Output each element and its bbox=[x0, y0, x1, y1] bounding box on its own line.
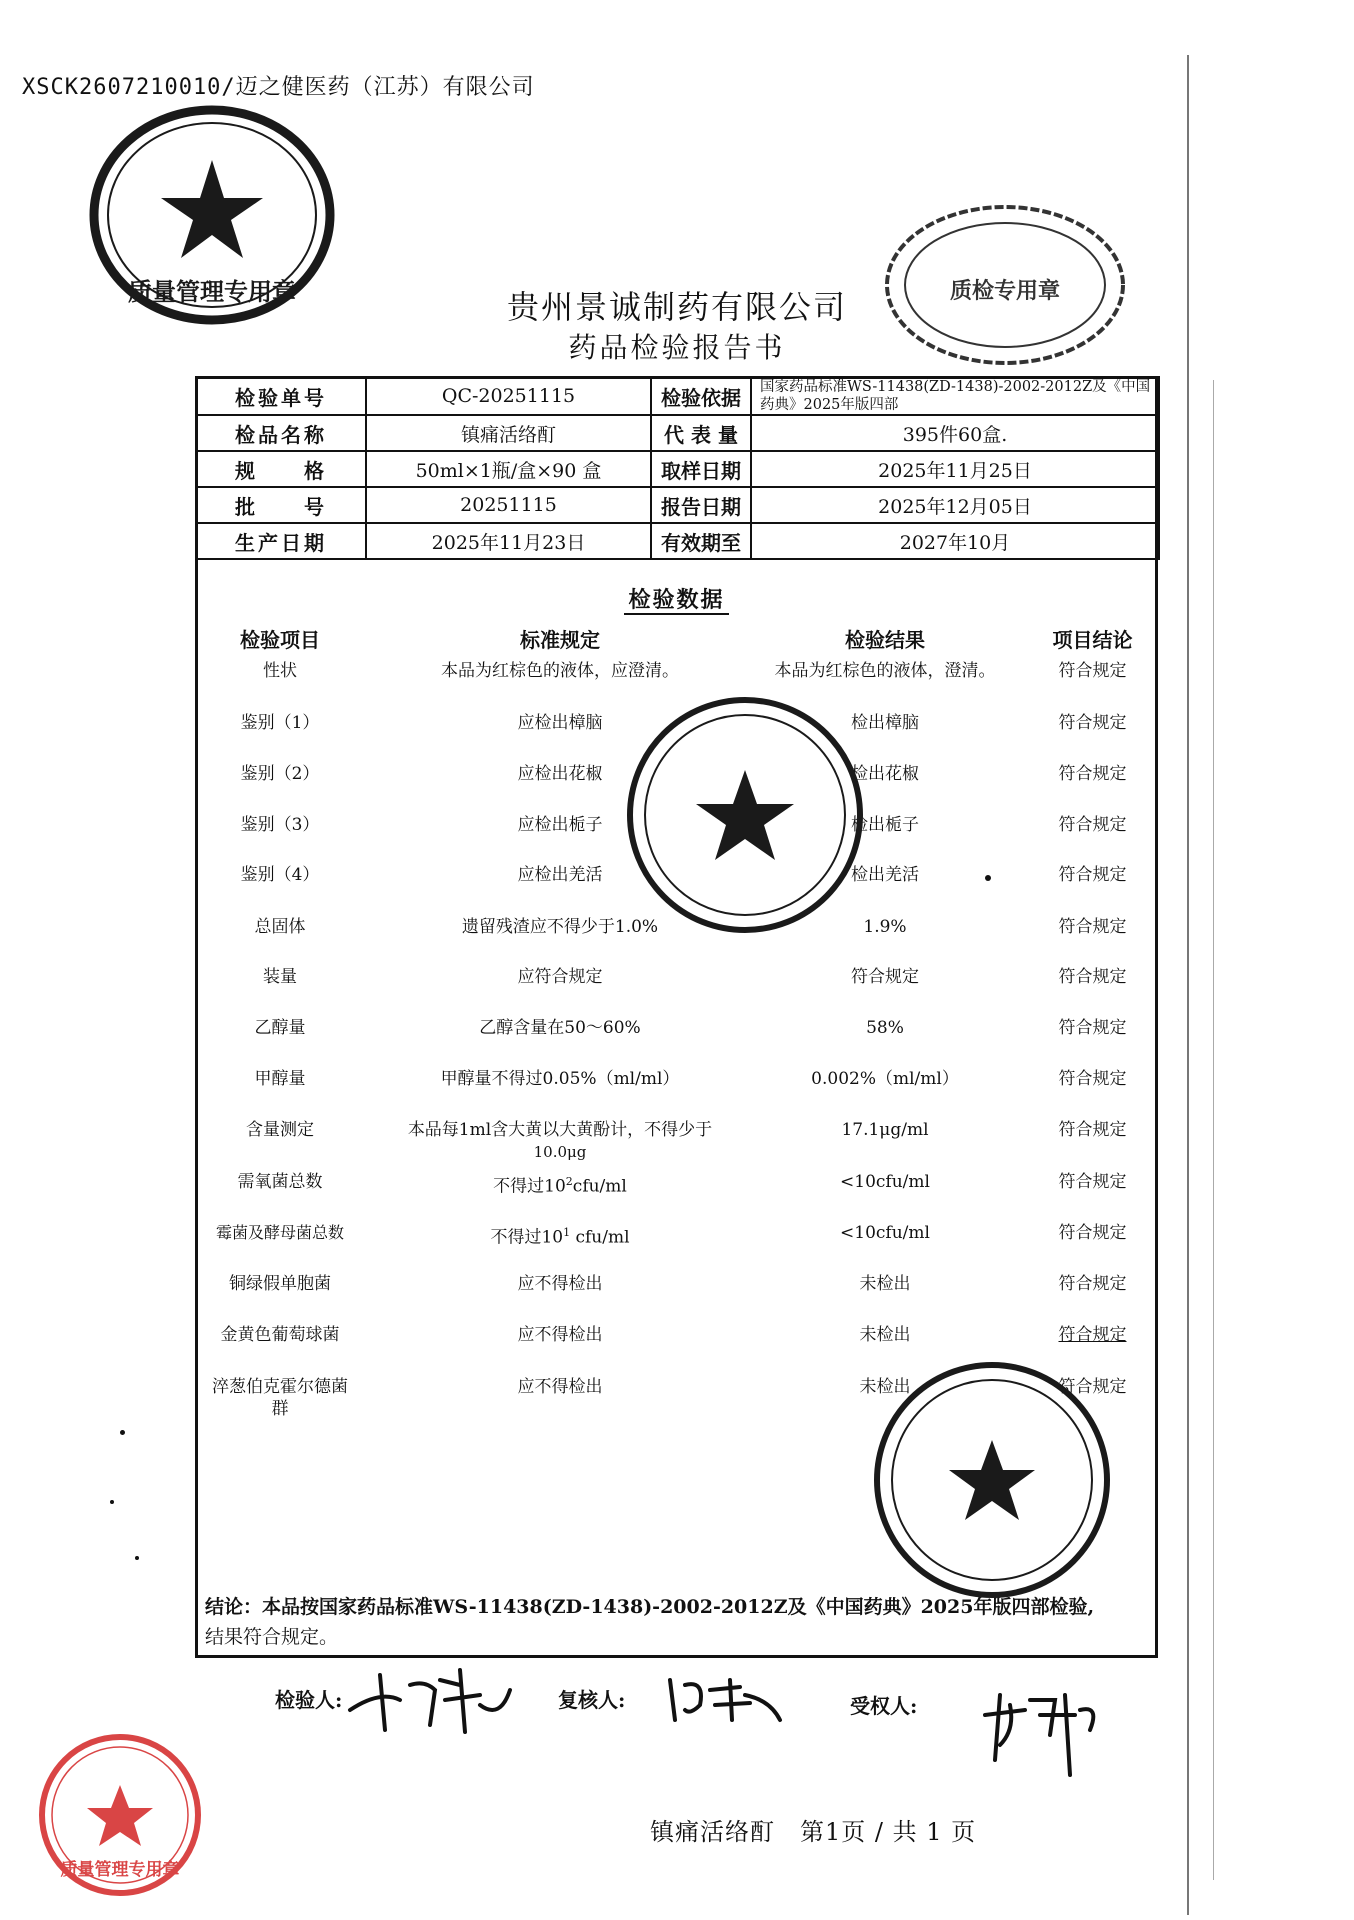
row-conclusion: 符合规定 bbox=[1058, 1069, 1127, 1089]
section-title bbox=[195, 583, 1158, 614]
report-title: 药品检验报告书 bbox=[568, 331, 786, 364]
row-standard-text: 不得过10 bbox=[490, 1227, 564, 1248]
company-name: 贵州景诚制药有限公司 bbox=[506, 288, 847, 326]
distributor-seal-stamp bbox=[620, 690, 870, 940]
svg-text:质量管理专用章: 质量管理专用章 bbox=[60, 1860, 180, 1880]
row-standard: 应检出羌活 bbox=[517, 865, 603, 885]
header-row bbox=[196, 523, 1159, 559]
header-label: 报告日期 bbox=[651, 487, 751, 523]
row-result: 0.002%（ml/ml） bbox=[811, 1069, 959, 1089]
row-item: 金黄色葡萄球菌 bbox=[220, 1325, 340, 1345]
header-row bbox=[196, 451, 1159, 487]
reviewer-signature bbox=[660, 1665, 790, 1735]
header-label: 检验单号 bbox=[196, 377, 366, 415]
header-label: 检品名称 bbox=[196, 415, 366, 451]
row-standard: 应检出栀子 bbox=[517, 815, 603, 835]
column-header-conclusion: 项目结论 bbox=[1052, 628, 1133, 652]
row-conclusion: 符合规定 bbox=[1058, 1223, 1127, 1243]
header-value: 395件60盒. bbox=[751, 415, 1159, 451]
row-item: 铜绿假单胞菌 bbox=[229, 1274, 331, 1294]
column-header-result: 检验结果 bbox=[845, 628, 925, 652]
header-label: 取样日期 bbox=[651, 451, 751, 487]
row-conclusion: 符合规定 bbox=[1058, 1120, 1127, 1140]
reviewer-label: 复核人: bbox=[558, 1688, 626, 1712]
scan-speck bbox=[135, 1556, 139, 1560]
row-result: 符合规定 bbox=[851, 967, 919, 987]
row-standard bbox=[370, 1119, 750, 1163]
header-value: 2027年10月 bbox=[751, 523, 1159, 559]
row-result: 检出樟脑 bbox=[851, 713, 919, 733]
conclusion-line: 结论：本品按国家药品标准WS-11438(ZD-1438)-2002-2012Z及《中国药典》2025年版四部检验, bbox=[205, 1596, 1095, 1618]
authorized-label: 受权人: bbox=[850, 1694, 918, 1718]
header-value: 20251115 bbox=[366, 487, 651, 523]
row-item: 总固体 bbox=[254, 917, 306, 937]
column-header-standard: 标准规定 bbox=[520, 628, 600, 652]
document-id: XSCK2607210010/迈之健医药（江苏）有限公司 bbox=[22, 75, 535, 100]
row-item bbox=[200, 1376, 360, 1420]
row-conclusion: 符合规定 bbox=[1058, 1325, 1127, 1345]
section-title-text: 检验数据 bbox=[624, 587, 728, 615]
red-quality-seal-stamp bbox=[35, 1730, 205, 1900]
row-item: 鉴别（1） bbox=[240, 713, 320, 733]
row-conclusion: 符合规定 bbox=[1058, 917, 1127, 937]
header-label: 有效期至 bbox=[651, 523, 751, 559]
row-standard: 应检出花椒 bbox=[517, 764, 603, 784]
row-standard-unit: cfu/ml bbox=[572, 1176, 627, 1197]
header-label: 规 格 bbox=[196, 451, 366, 487]
row-result: 本品为红棕色的液体，澄清。 bbox=[774, 661, 996, 681]
row-standard: 本品为红棕色的液体，应澄清。 bbox=[441, 661, 679, 681]
footer-product: 镇痛活络酊 bbox=[650, 1818, 775, 1846]
row-standard: 甲醇量不得过0.05%（ml/ml） bbox=[440, 1069, 680, 1089]
row-conclusion: 符合规定 bbox=[1058, 764, 1127, 784]
header-value: 镇痛活络酊 bbox=[366, 415, 651, 451]
row-item: 甲醇量 bbox=[254, 1069, 306, 1089]
header-row bbox=[196, 487, 1159, 523]
row-standard: 遗留残渣应不得少于1.0% bbox=[461, 917, 659, 937]
header-label: 批 号 bbox=[196, 487, 366, 523]
row-standard: 应不得检出 bbox=[517, 1377, 603, 1397]
row-result: <10cfu/ml bbox=[840, 1172, 930, 1192]
wholesaler-seal-stamp bbox=[865, 1355, 1120, 1605]
scan-speck bbox=[985, 875, 991, 881]
row-standard: 应不得检出 bbox=[517, 1325, 603, 1345]
row-conclusion: 符合规定 bbox=[1058, 967, 1127, 987]
row-item: 鉴别（4） bbox=[240, 865, 320, 885]
header-label: 代 表 量 bbox=[651, 415, 751, 451]
column-header-item: 检验项目 bbox=[240, 628, 320, 652]
row-result: 未检出 bbox=[859, 1274, 911, 1294]
header-value: 2025年11月23日 bbox=[366, 523, 651, 559]
scan-edge-line bbox=[1213, 380, 1214, 1880]
header-value: 2025年12月05日 bbox=[751, 487, 1159, 523]
header-row bbox=[196, 377, 1159, 415]
row-standard-text: 不得过10 bbox=[493, 1176, 566, 1197]
row-result: 58% bbox=[866, 1018, 904, 1038]
row-result: 未检出 bbox=[859, 1377, 911, 1397]
header-value: QC-20251115 bbox=[366, 377, 651, 415]
row-conclusion: 符合规定 bbox=[1058, 1018, 1127, 1038]
header-value: 50ml×1瓶/盒×90 盒 bbox=[366, 451, 651, 487]
row-standard-line: 10.0μg bbox=[533, 1143, 587, 1161]
row-conclusion: 符合规定 bbox=[1058, 1274, 1127, 1294]
row-item: 性状 bbox=[263, 661, 297, 681]
header-value-basis: 国家药品标准WS-11438(ZD-1438)-2002-2012Z及《中国药典》2025年版四部 bbox=[751, 377, 1159, 415]
header-label: 生产日期 bbox=[196, 523, 366, 559]
svg-text:质量管理专用章: 质量管理专用章 bbox=[128, 278, 296, 306]
row-standard: 应不得检出 bbox=[517, 1274, 603, 1294]
row-conclusion: 符合规定 bbox=[1058, 865, 1127, 885]
inspector-label: 检验人: bbox=[275, 1688, 343, 1712]
row-item: 乙醇量 bbox=[254, 1018, 306, 1038]
row-result: <10cfu/ml bbox=[840, 1223, 930, 1243]
row-standard-exponent: 1 bbox=[563, 1226, 571, 1239]
authorized-signature bbox=[980, 1675, 1110, 1785]
row-conclusion: 符合规定 bbox=[1058, 1172, 1127, 1192]
row-result: 1.9% bbox=[863, 917, 907, 937]
row-item-line: 淬葱伯克霍尔德菌 bbox=[212, 1377, 348, 1397]
row-standard-exponent: 2 bbox=[565, 1175, 573, 1188]
manufacturer-seal-stamp bbox=[880, 200, 1130, 370]
row-item: 鉴别（2） bbox=[240, 764, 320, 784]
row-result: 检出羌活 bbox=[851, 865, 919, 885]
row-item: 霉菌及酵母菌总数 bbox=[215, 1223, 344, 1242]
header-value: 2025年11月25日 bbox=[751, 451, 1159, 487]
company-seal-stamp bbox=[85, 100, 340, 330]
header-table bbox=[195, 376, 1160, 560]
row-result: 未检出 bbox=[859, 1325, 911, 1345]
row-standard bbox=[370, 1222, 750, 1249]
row-standard-unit: cfu/ml bbox=[570, 1227, 630, 1248]
row-conclusion: 符合规定 bbox=[1058, 815, 1127, 835]
row-result: 检出栀子 bbox=[851, 815, 919, 835]
row-standard: 应符合规定 bbox=[517, 967, 603, 987]
row-result: 检出花椒 bbox=[851, 764, 919, 784]
row-item: 装量 bbox=[263, 967, 297, 987]
row-item: 需氧菌总数 bbox=[237, 1172, 323, 1192]
row-item: 含量测定 bbox=[246, 1120, 314, 1140]
row-result: 17.1μg/ml bbox=[841, 1120, 929, 1140]
scan-speck bbox=[110, 1500, 114, 1504]
row-standard: 应检出樟脑 bbox=[517, 713, 603, 733]
footer-page: 第1页 / 共 1 页 bbox=[800, 1818, 977, 1846]
svg-text:质检专用章: 质检专用章 bbox=[949, 279, 1061, 304]
row-standard: 乙醇含量在50～60% bbox=[479, 1018, 641, 1038]
conclusion-line: 结果符合规定。 bbox=[205, 1626, 339, 1648]
row-item-line: 群 bbox=[271, 1399, 289, 1419]
header-row bbox=[196, 415, 1159, 451]
inspector-signature bbox=[340, 1660, 520, 1740]
header-label: 检验依据 bbox=[651, 377, 751, 415]
row-conclusion: 符合规定 bbox=[1058, 1377, 1127, 1397]
scan-speck bbox=[120, 1430, 125, 1435]
row-standard bbox=[370, 1171, 750, 1198]
row-conclusion: 符合规定 bbox=[1058, 661, 1127, 681]
row-standard-line: 本品每1ml含大黄以大黄酚计，不得少于 bbox=[407, 1120, 713, 1140]
row-item: 鉴别（3） bbox=[240, 815, 320, 835]
row-conclusion: 符合规定 bbox=[1058, 713, 1127, 733]
